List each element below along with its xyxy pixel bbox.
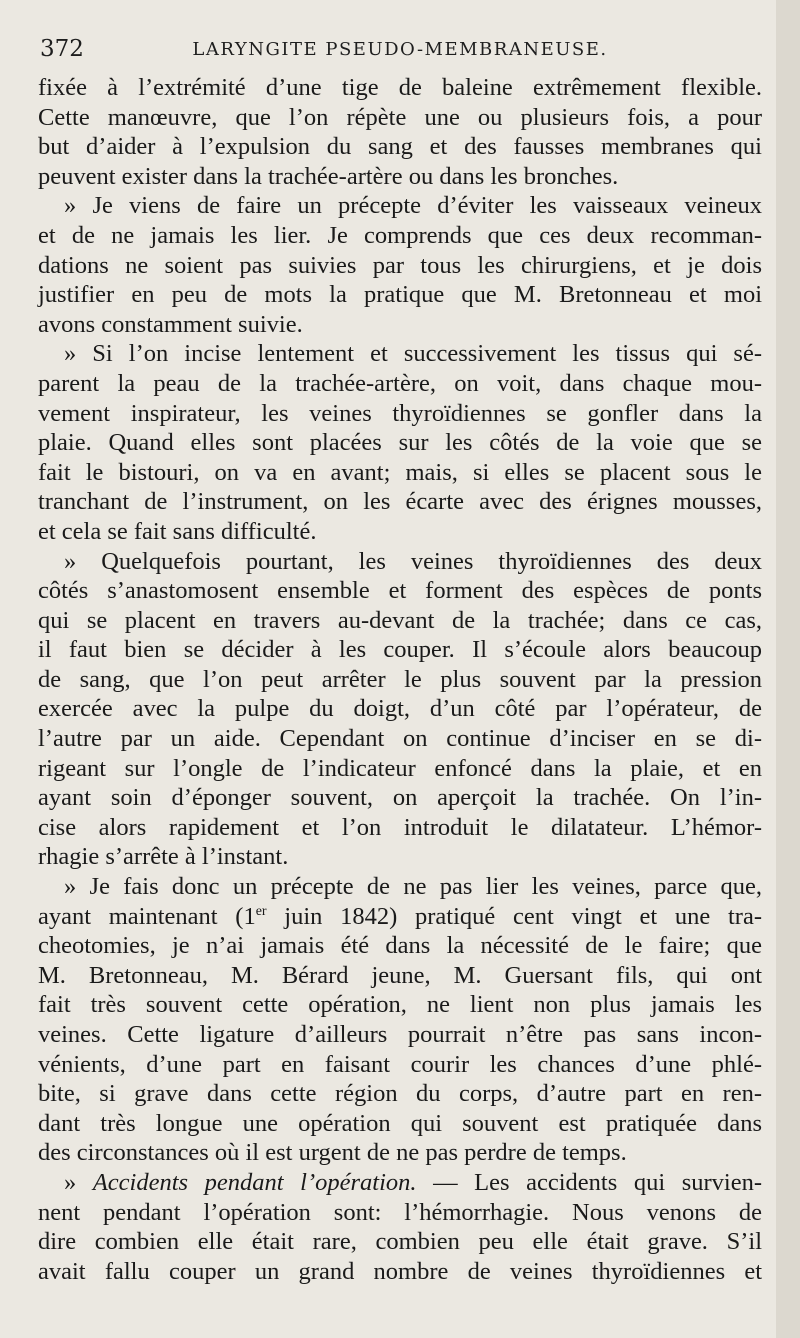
italic-heading: Accidents pendant l’opération. — [92, 1168, 417, 1196]
text-line: bite, si grave dans cette région du corps, d’autre part en ren- — [38, 1080, 762, 1108]
text-line: dations ne soient pas suivies par tous les chirurgiens, et je dois — [38, 251, 762, 279]
text-line: l’autre par un aide. Cependant on continue d’inciser en se di- — [38, 725, 762, 753]
text-line: et de ne jamais les lier. Je comprends que ces deux recomman- — [38, 221, 762, 249]
text-line: M. Bretonneau, M. Bérard jeune, M. Guersant fils, qui ont — [38, 961, 762, 989]
superscript: er — [255, 903, 267, 919]
text-line: but d’aider à l’expulsion du sang et des fausses membranes qui — [38, 133, 762, 161]
text-segment: » — [64, 1168, 93, 1196]
text-line: côtés s’anastomosent ensemble et forment des espèces de ponts — [38, 577, 762, 605]
text-line: nent pendant l’opération sont: l’hémorrhagie. Nous venons de — [38, 1198, 762, 1226]
body-text — [38, 73, 762, 1286]
text-line: exercée avec la pulpe du doigt, d’un côté par l’opérateur, de — [38, 695, 762, 723]
text-line: vénients, d’une part en faisant courir les chances d’une phlé- — [38, 1050, 762, 1078]
text-line: cise alors rapidement et l’on introduit le dilatateur. L’hémor- — [38, 813, 762, 841]
text-line: et cela se fait sans difficulté. — [38, 517, 317, 545]
text-line: rhagie s’arrête à l’instant. — [38, 843, 289, 871]
text-line: dire combien elle était rare, combien peu elle était grave. S’il — [38, 1228, 762, 1256]
text-segment: — Les accidents qui survien- — [416, 1168, 763, 1196]
text-line: rigeant sur l’ongle de l’indicateur enfoncé dans la plaie, et en — [38, 754, 762, 782]
text-line: justifier en peu de mots la pratique que M. Bretonneau et moi — [38, 281, 762, 309]
text-line: il faut bien se décider à les couper. Il s’écoule alors beaucoup — [38, 636, 762, 664]
text-line — [38, 1168, 762, 1198]
text-line: plaie. Quand elles sont placées sur les côtés de la voie que se — [38, 429, 762, 457]
text-line: fixée à l’extrémité d’une tige de baleine extrêmement flexible. — [38, 74, 762, 101]
text-line: tranchant de l’instrument, on les écarte avec des érignes mousses, — [38, 488, 762, 516]
text-line: veines. Cette ligature d’ailleurs pourrait n’être pas sans incon- — [38, 1021, 762, 1048]
text-line: dant très longue une opération qui souvent est pratiquée dans — [38, 1109, 762, 1137]
text-segment: ayant maintenant (1 — [38, 902, 256, 930]
text-line: qui se placent en travers au-devant de la trachée; dans ce cas, — [38, 606, 762, 634]
page-edge-shadow — [776, 0, 800, 1338]
text-line: de sang, que l’on peut arrêter le plus souvent par la pression — [38, 665, 762, 693]
text-line: parent la peau de la trachée-artère, on voit, dans chaque mou- — [38, 369, 762, 397]
running-head: LARYNGITE PSEUDO-MEMBRANEUSE. — [192, 39, 608, 60]
text-line: » Si l’on incise lentement et successivement les tissus qui sé- — [64, 340, 762, 368]
text-segment: juin 1842) pratiqué cent vingt et une tra- — [266, 902, 762, 930]
page-number: 372 — [40, 36, 84, 62]
text-line: peuvent exister dans la trachée-artère ou dans les bronches. — [38, 162, 619, 190]
text-line: des circonstances où il est urgent de ne pas perdre de temps. — [38, 1139, 627, 1167]
text-line: avait fallu couper un grand nombre de veines thyroïdiennes et — [38, 1257, 762, 1285]
text-line: fait le bistouri, on va en avant; mais, si elles se placent sous le — [38, 458, 762, 486]
text-line — [38, 902, 762, 932]
text-line: avons constamment suivie. — [38, 310, 303, 338]
text-line: vement inspirateur, les veines thyroïdiennes se gonfler dans la — [38, 399, 762, 427]
text-line: » Je viens de faire un précepte d’éviter les vaisseaux veineux — [64, 192, 762, 220]
text-line: Cette manœuvre, que l’on répète une ou plusieurs fois, a pour — [38, 103, 762, 131]
text-line: cheotomies, je n’ai jamais été dans la nécessité de le faire; que — [38, 932, 762, 960]
text-line: » Quelquefois pourtant, les veines thyroïdiennes des deux — [64, 547, 762, 575]
text-line: fait très souvent cette opération, ne lient non plus jamais les — [38, 991, 762, 1019]
text-line: ayant soin d’éponger souvent, on aperçoit la trachée. On l’in- — [38, 784, 762, 812]
text-line: » Je fais donc un précepte de ne pas lier les veines, parce que, — [64, 873, 762, 901]
page-header — [40, 36, 760, 72]
